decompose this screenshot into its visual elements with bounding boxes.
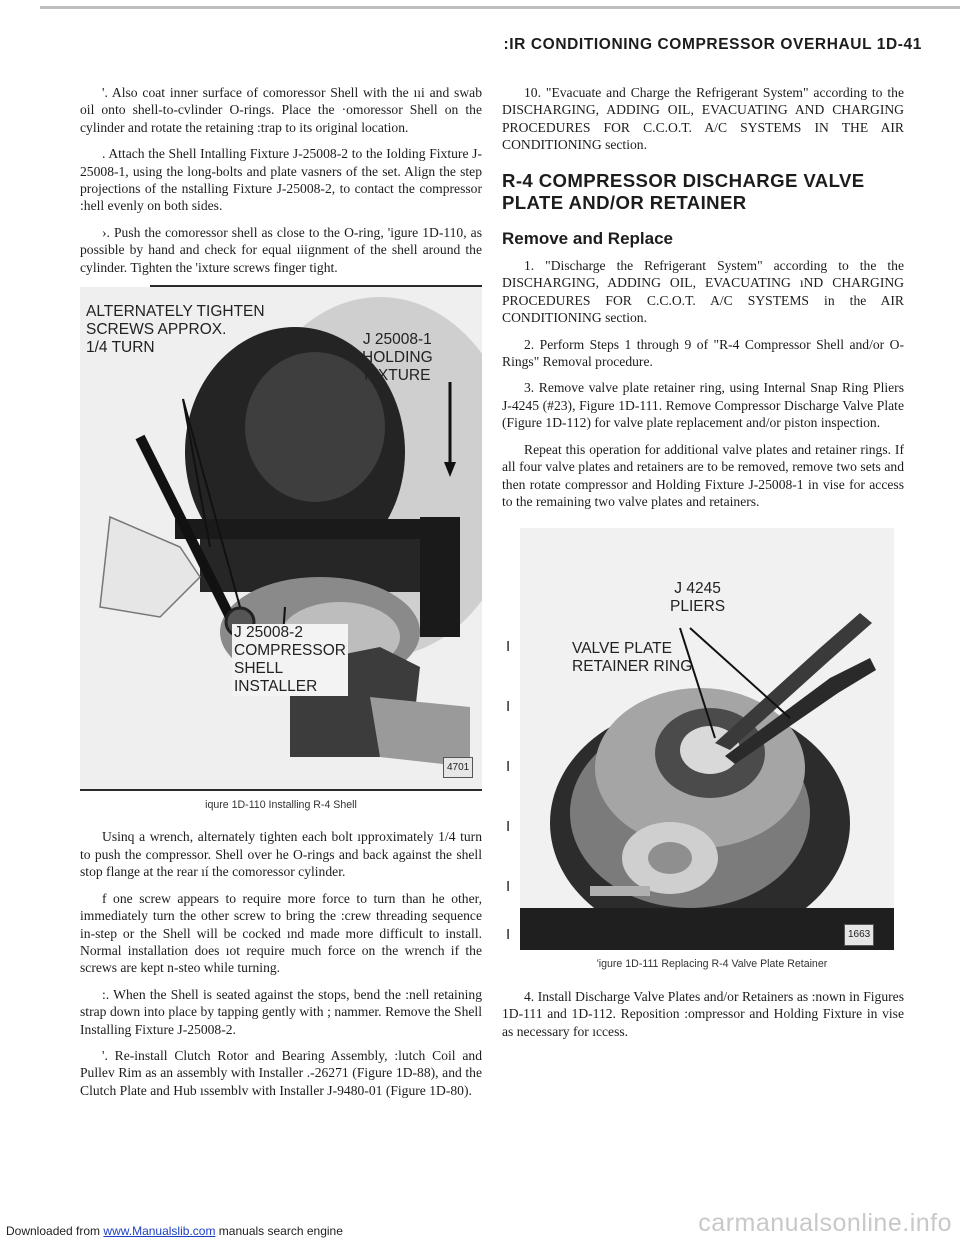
callout-retainer-ring: VALVE PLATE RETAINER RING xyxy=(572,640,693,676)
paragraph: 2. Perform Steps 1 through 9 of "R-4 Compressor Shell and/or O-Rings" Removal procedure. xyxy=(502,336,904,370)
paragraph: 4. Install Discharge Valve Plates and/or Retainers as :nown in Figures 1D-111 and 1D-112. Reposition :ompressor and Holding Fixture in vise as necessary for ıccess. xyxy=(502,988,904,1039)
watermark: carmanualsonline.info xyxy=(698,1209,952,1237)
section-title: R-4 COMPRESSOR DISCHARGE VALVE PLATE AND/OR RETAINER xyxy=(502,169,865,213)
footer-prefix: Downloaded from xyxy=(6,1224,101,1238)
paragraph: :. When the Shell is seated against the stops, bend the :nell retaining strap down into place by tapping gently with ; nammer. Remove the Shell Installing Fixture J-25008-2. xyxy=(80,986,482,1037)
figure-bottom-rule xyxy=(80,789,482,791)
change-bar: I xyxy=(506,878,511,896)
paragraph: '. Re-install Clutch Rotor and Bearing Assembly, :lutch Coil and Pullev Rim as an assembly with Installer .-26271 (Figure 1D-88), and the Clutch Plate and Hub ıssemblv with Installer J-9480-01 (Figure 1D-80). xyxy=(80,1047,482,1098)
paragraph: 3. Remove valve plate retainer ring, using Internal Snap Ring Pliers J-4245 (#23), Figure 1D-111. Remove Compressor Discharge Valve Plate (Figure 1D-112) for valve plate replacement and/or piston inspection. xyxy=(502,380,904,431)
paragraph: . Attach the Shell Intalling Fixture J-25008-2 to the Iolding Fixture J-25008-1, using the long-bolts and plate vasners of the set. Align the step projections of the nstalling Fixture J-25008-2, to contact the compressor :hell evenly on both sides. xyxy=(80,146,482,214)
figure-1d-110 xyxy=(80,285,482,814)
callout-holding-fixture: J 25008-1 HOLDING FIXTURE xyxy=(362,331,433,385)
paragraph: Usinq a wrench, alternately tighten each bolt ıpproximately 1/4 turn to push the compressor. Shell over he O-rings and back against the shell stop flange at the rear ıí the comoressor cylinder. xyxy=(80,829,482,880)
top-rule xyxy=(40,6,960,9)
paragraph: 1. "Discharge the Refrigerant System" according to the the DISCHARGING, ADDING OIL, EVACUATING ıND CHARGING PROCEDURES FOR C.C.O.T. A/C SYSTEMS in the AIR CONDITIONING section. xyxy=(502,258,904,326)
callout-pliers: J 4245 PLIERS xyxy=(670,580,726,616)
change-bar: I xyxy=(506,698,511,716)
paragraph: Repeat this operation for additional valve plates and retainer rings. If all four valve plates and retainers are to be removed, remove two sets and then rotate compressor and Holding Fixture J-25008-1 in vise for access to the remaining two valve plates and retainers. xyxy=(502,441,904,509)
change-bar: I xyxy=(506,638,511,656)
paragraph: f one screw appears to require more force to turn than he other, immediately turn the other screw to bring the :crew threading sequence in-step or the Shell will be cocked ınd made more difficult to install. Normal installation does ıot require much force on the wrench if the screws are kept n-steo while turning. xyxy=(80,890,482,976)
left-column xyxy=(80,84,482,1108)
callout-tighten-screws: ALTERNATELY TIGHTEN SCREWS APPROX. 1/4 TURN xyxy=(86,303,265,357)
footer-suffix: manuals search engine xyxy=(218,1224,343,1238)
figure-photo xyxy=(520,528,894,950)
change-bar: I xyxy=(506,926,511,944)
change-bar: I xyxy=(506,818,511,836)
right-column xyxy=(502,84,904,1049)
manualslib-link[interactable]: www.Manualslib.com xyxy=(103,1224,216,1238)
paragraph: '. Also coat inner surface of comoressor Shell with the ııi and swab oil onto shell-to-cvlinder O-rings. Place the ·omoressor Shell on the cylinder and rotate the retaining :trap to its original location. xyxy=(80,85,482,135)
figure-photo xyxy=(80,287,482,789)
figure-number: 1663 xyxy=(844,924,874,945)
page-header: :IR CONDITIONING COMPRESSOR OVERHAUL 1D-41 xyxy=(503,36,922,53)
download-footer xyxy=(6,1224,343,1238)
paragraph: ›. Push the comoressor shell as close to the O-ring, 'igure 1D-110, as possible by hand and check for equal ıiignment of the shell around the cylinder. Tighten the 'ixture screws finger tight. xyxy=(80,224,482,275)
figure-caption: 'igure 1D-111 Replacing R-4 Valve Plate Retainer xyxy=(596,958,828,971)
callout-shell-installer: J 25008-2 COMPRESSOR SHELL INSTALLER xyxy=(234,624,346,696)
figure-number: 4701 xyxy=(443,757,473,778)
change-bar: I xyxy=(506,758,511,776)
paragraph: 10. "Evacuate and Charge the Refrigerant System" according to the DISCHARGING, ADDING OIL, EVACUATING AND CHARGING PROCEDURES FOR C.C.O.T. A/C SYSTEMS IN THE AIR CONDITIONING section. xyxy=(502,85,904,153)
figure-1d-111 xyxy=(502,528,904,973)
subsection-title: Remove and Replace xyxy=(502,228,674,248)
figure-caption: iqure 1D-110 Installing R-4 Shell xyxy=(205,799,357,812)
